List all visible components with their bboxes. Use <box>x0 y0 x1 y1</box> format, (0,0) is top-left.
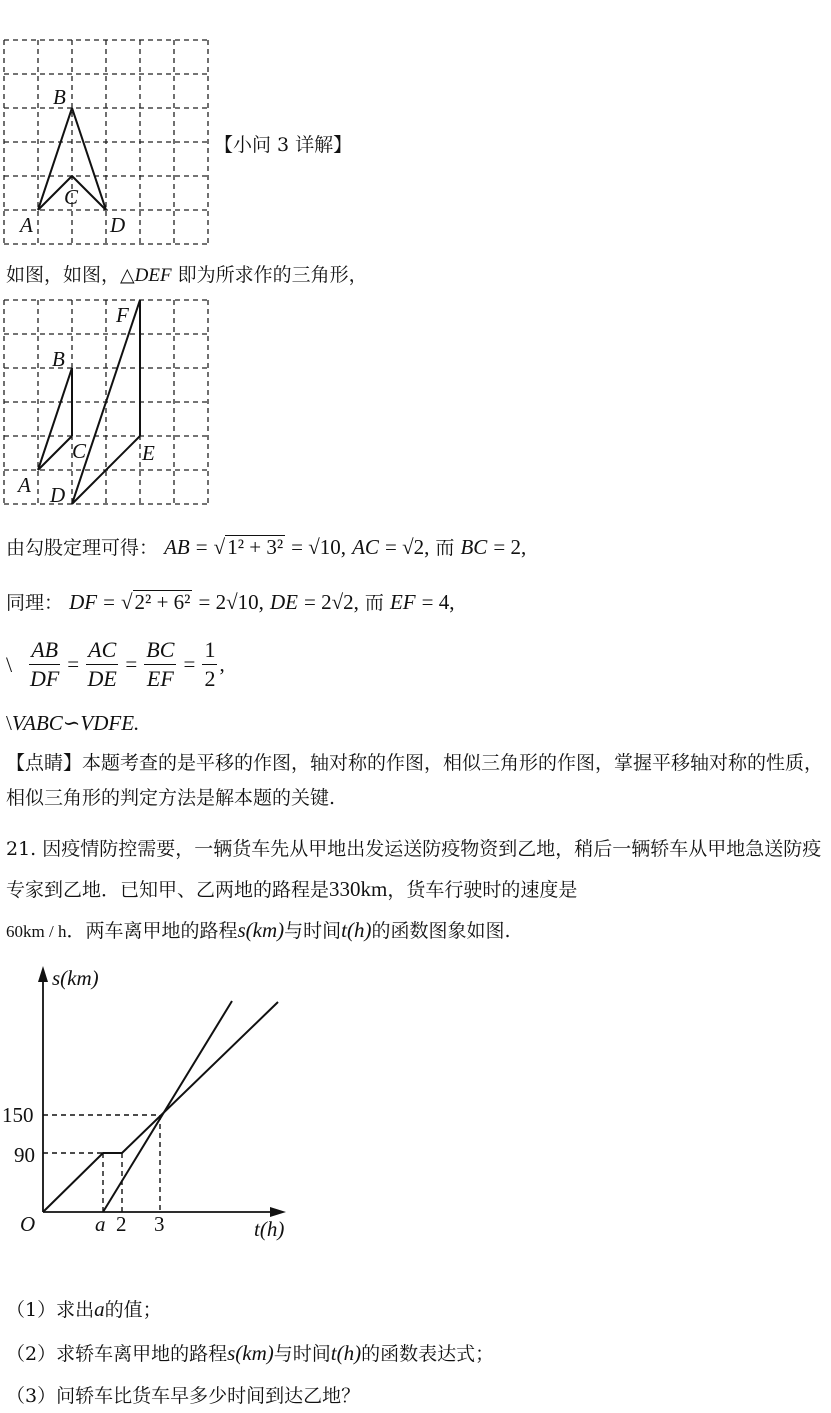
sub-question-1: （1）求出a的值； <box>6 1297 162 1321</box>
def-line <box>6 262 368 289</box>
x-tick-3: 3 <box>154 1212 165 1236</box>
label-c: C <box>72 439 87 463</box>
frac-bc-ef: $\frac{BC}{EF}$ <box>146 637 175 691</box>
s-var: s(km) <box>227 1341 274 1365</box>
label-b: B <box>53 85 66 109</box>
de: DE <box>269 590 298 614</box>
sub-question-2: （2）求轿车离甲地的路程s(km)与时间t(h)的函数表达式； <box>6 1341 495 1365</box>
label-d: D <box>110 213 126 237</box>
same-intro: 同理： <box>6 592 64 614</box>
ab-result: = √10, <box>291 535 347 559</box>
sub-question-3: （3）问轿车比货车早多少时间到达乙地？ <box>6 1385 361 1407</box>
bc: BC <box>460 535 488 559</box>
t-var: t(h) <box>330 1341 362 1365</box>
pythag-line: 由勾股定理可得： AB = √1² + 3² = √10, AC = √2, 而 BC = 2, <box>6 535 527 559</box>
heading-q3: 【小问 3 详解】 <box>214 134 353 156</box>
er: 而 <box>435 537 455 559</box>
backslash: \ <box>6 711 12 735</box>
label-a: A <box>20 213 33 237</box>
ac-result: = √2, <box>384 535 430 559</box>
similar-statement: VABC∽VDFE. <box>11 711 140 735</box>
a-var: a <box>94 1297 105 1321</box>
y-tick-90: 90 <box>14 1143 35 1167</box>
figure-2-grid <box>0 296 215 511</box>
x-axis-arrow <box>270 1207 286 1217</box>
def-suffix: 即为所求作的三角形， <box>177 264 368 286</box>
backslash: \ <box>6 651 13 677</box>
eq: = <box>195 535 208 559</box>
ratio-line: \ $\frac{AB}{DF}$ = $\frac{AC}{DE}$ = $\frac{BC}{EF}$ = $\frac{1}{2}$ , <box>6 637 225 691</box>
t-var: t(h) <box>341 918 372 942</box>
frac-ac-de: $\frac{AC}{DE}$ <box>87 637 117 691</box>
dianjing-text: 本题考查的是平移的作图，轴对称的作图，相似三角形的作图，掌握平移轴对称的性质，相似三角形的判定方法是解本题的关键. <box>6 752 824 809</box>
ef: EF <box>389 590 416 614</box>
figure-1-grid <box>0 36 215 251</box>
df-radicand: 2² + 6² <box>134 590 191 614</box>
label-c: C <box>64 185 79 209</box>
car-line <box>103 1001 232 1212</box>
distance: 330km <box>329 877 388 901</box>
x-axis-label: t(h) <box>254 1217 285 1241</box>
ac: AC <box>352 535 379 559</box>
dianjing-tag: 【点睛】 <box>6 752 83 774</box>
de-result: = 2√2, <box>303 590 359 614</box>
origin-label: O <box>20 1212 36 1236</box>
ab-radicand: 1² + 3² <box>227 535 284 559</box>
frac-ab-df: $\frac{AB}{DF}$ <box>30 637 60 691</box>
pythag-intro: 由勾股定理可得： <box>6 537 159 559</box>
speed: 60km / h <box>6 922 67 941</box>
distance-time-graph <box>0 958 300 1248</box>
bc-result: = 2, <box>493 535 527 559</box>
df-result: = 2√10, <box>198 590 264 614</box>
s-var: s(km) <box>237 918 285 942</box>
label-d: D <box>50 483 66 507</box>
similar-line <box>6 710 139 737</box>
def-prefix: 如图，如图， <box>6 264 121 286</box>
label-f: F <box>116 303 129 327</box>
label-e: E <box>142 441 155 465</box>
def-triangle: △DEF <box>120 265 172 286</box>
er: 而 <box>364 592 384 614</box>
df: DF <box>69 590 98 614</box>
q21-paragraph: 21. 因疫情防控需要，一辆货车先从甲地出发运送防疫物资到乙地，稍后一辆轿车从甲地急送防疫专家到乙地．已知甲、乙两地的路程是330km，货车行驶时的速度是 60km / h．两车离甲地的路程s(km)与时间t(h)的函数图象如图. <box>6 838 822 942</box>
segment-ab <box>38 368 72 470</box>
label-b: B <box>52 347 65 371</box>
y-axis-label: s(km) <box>52 966 99 990</box>
frac-one-half: $\frac{1}{2}$ <box>204 637 216 691</box>
x-tick-2: 2 <box>116 1212 127 1236</box>
ef-result: = 4, <box>421 590 455 614</box>
ab: AB <box>164 535 190 559</box>
dianjing-paragraph <box>6 746 826 816</box>
x-tick-a: a <box>95 1212 106 1236</box>
label-a: A <box>18 473 31 497</box>
y-axis-arrow <box>38 966 48 982</box>
y-tick-150: 150 <box>2 1103 34 1127</box>
same-line: 同理： DF = √2² + 6² = 2√10, DE = 2√2, 而 EF = 4, <box>6 590 455 614</box>
